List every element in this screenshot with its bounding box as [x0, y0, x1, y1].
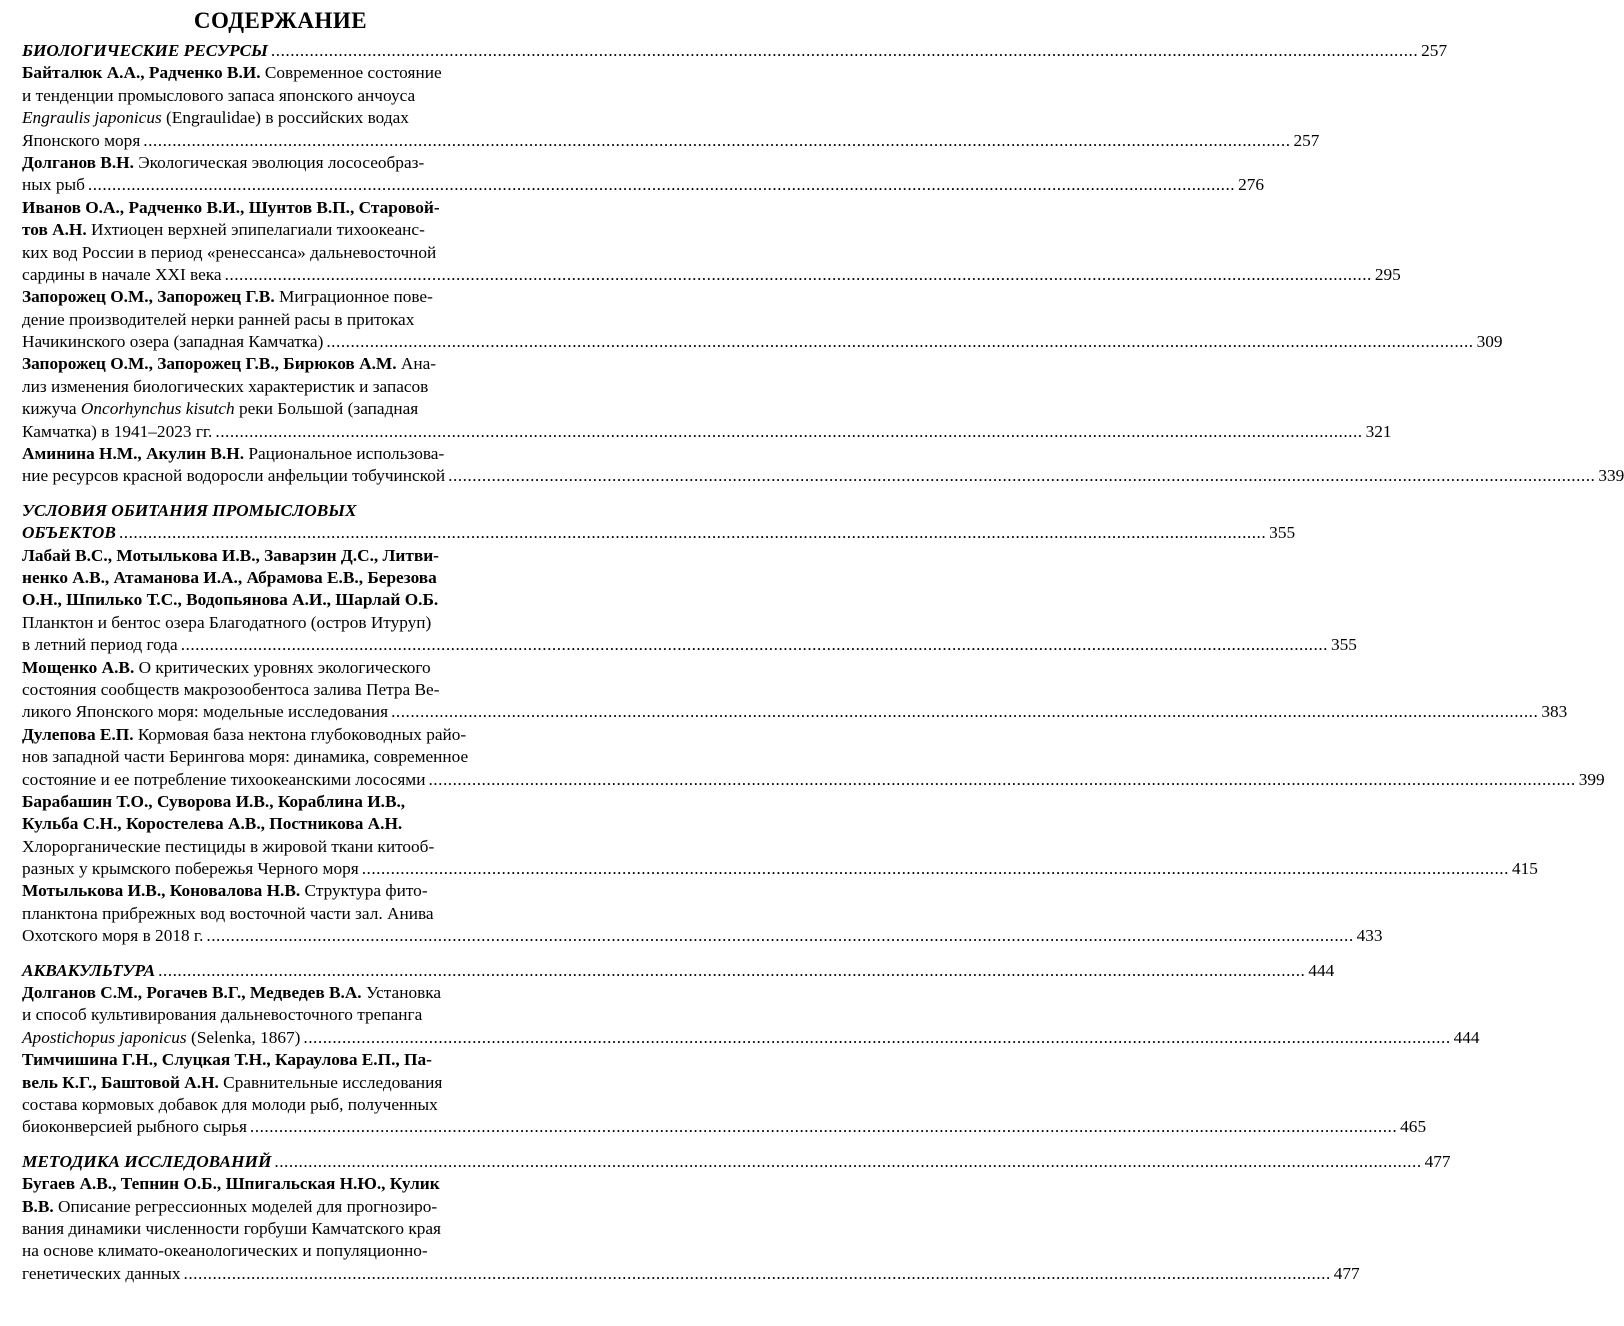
entry-title: разных у крымского побережья Черного моря — [22, 859, 359, 879]
section-heading[interactable] — [22, 1151, 1451, 1173]
page-number: 433 — [1356, 926, 1383, 946]
page-number: 339 — [1598, 466, 1624, 486]
entry-title: Хлорорганические пестициды в жировой ткани китооб- — [22, 836, 435, 856]
entry-authors: Запорожец О.М., Запорожец Г.В. — [22, 287, 275, 307]
entry-authors: ненко А.В., Атаманова И.А., Абрамова Е.В., Березова — [22, 567, 437, 587]
entry-authors: вель К.Г., Баштовой А.Н. — [22, 1072, 219, 1092]
section-title: БИОЛОГИЧЕСКИЕ РЕСУРСЫ — [22, 41, 268, 60]
entry-title: Установка — [361, 983, 442, 1003]
page-title: СОДЕРЖАНИЕ — [193, 8, 368, 33]
entry-title: нов западной части Берингова моря: динамика, современное — [22, 747, 469, 767]
entry-title: Современное состояние — [260, 63, 442, 83]
entry-authors: Мотылькова И.В., Коновалова Н.В. — [22, 881, 301, 901]
page-number: 415 — [1511, 859, 1538, 879]
dot-leader — [215, 421, 1362, 443]
entry-title: состояния сообществ макрозообентоса залива Петра Ве- — [22, 679, 440, 699]
dot-leader — [271, 40, 1418, 62]
entry-title: Японского моря — [22, 130, 141, 150]
section-habitat-conditions — [22, 500, 1605, 948]
section-biological-resources — [22, 40, 1624, 488]
entry-title: Планктон и бентос озера Благодатного (остров Итуруп) — [22, 612, 432, 632]
entry-authors: Лабай В.С., Мотылькова И.В., Заварзин Д.С., Литви- — [22, 545, 439, 565]
toc-entry[interactable] — [22, 1173, 1360, 1285]
entry-authors: Бугаев А.В., Тепнин О.Б., Шпигальская Н.Ю., Кулик — [22, 1174, 440, 1194]
dot-leader — [119, 522, 1266, 544]
page-number: 257 — [1293, 130, 1320, 150]
entry-title: Ихтиоцен верхней эпипелагиали тихоокеанс- — [86, 220, 425, 240]
entry-title: Камчатка) в 1941–2023 гг. — [22, 421, 213, 441]
entry-title: сардины в начале XXI века — [22, 264, 222, 284]
entry-title: О критических уровнях экологического — [134, 657, 431, 677]
entry-authors: Дулепова Е.П. — [22, 724, 134, 744]
entry-title: дение производителей нерки ранней расы в притоках — [22, 309, 415, 329]
entry-title: генетических данных — [22, 1263, 181, 1283]
entry-title: Ана- — [396, 354, 436, 374]
species-name: Apostichopus japonicus — [22, 1027, 187, 1047]
entry-authors: Барабашин Т.О., Суворова И.В., Кораблина И.В., — [22, 791, 406, 811]
entry-title: Экологическая эволюция лососеобраз- — [133, 152, 425, 172]
toc-entry[interactable] — [22, 1049, 1427, 1139]
dot-leader — [391, 701, 1538, 723]
toc-entry[interactable] — [22, 982, 1480, 1049]
entry-title: ликого Японского моря: модельные исследования — [22, 702, 389, 722]
entry-authors: Аминина Н.М., Акулин В.Н. — [22, 444, 245, 464]
section-heading[interactable] — [22, 960, 1335, 982]
page-number: 477 — [1424, 1151, 1451, 1171]
page-number: 465 — [1400, 1117, 1427, 1137]
page-number: 355 — [1330, 635, 1357, 655]
page-number: 257 — [1421, 41, 1448, 60]
section-heading[interactable] — [22, 500, 539, 522]
toc-entry[interactable] — [22, 724, 1605, 791]
page-number: 295 — [1374, 264, 1401, 284]
entry-authors: Мощенко А.В. — [22, 657, 135, 677]
page-number: 309 — [1476, 332, 1503, 352]
entry-authors: Долганов В.Н. — [22, 152, 134, 172]
dot-leader — [362, 858, 1509, 880]
entry-title: и тенденции промыслового запаса японского анчоуса — [22, 85, 416, 105]
entry-title: состояние и ее потребление тихоокеанскими лососями — [22, 769, 426, 789]
species-name: Oncorhynchus kisutch — [80, 399, 235, 419]
entry-title: Охотского моря в 2018 г. — [22, 926, 204, 946]
dot-leader — [326, 331, 1473, 353]
entry-title: Миграционное пове- — [274, 287, 433, 307]
page-number: 444 — [1308, 960, 1335, 980]
entry-title: Кормовая база нектона глубоководных райо- — [133, 724, 467, 744]
entry-title: Описание регрессионных моделей для прогнозиро- — [53, 1196, 438, 1216]
dot-leader — [428, 769, 1575, 791]
entry-authors: Тимчишина Г.Н., Слуцкая Т.Н., Караулова Е.П., Па- — [22, 1050, 432, 1070]
entry-authors: Запорожец О.М., Запорожец Г.В., Бирюков А.М. — [22, 354, 397, 374]
entry-authors: Байталюк А.А., Радченко В.И. — [22, 63, 261, 83]
section-title: ОБЪЕКТОВ — [22, 523, 116, 543]
entry-title: ких вод России в период «ренессанса» дальневосточной — [22, 242, 437, 262]
toc-entry[interactable] — [22, 286, 1503, 353]
entry-title: ных рыб — [22, 175, 85, 195]
dot-leader — [274, 1151, 1421, 1173]
entry-title: на основе климато-океанологических и популяционно- — [22, 1241, 428, 1261]
entry-title: кижуча — [22, 399, 81, 419]
toc-entry[interactable] — [22, 443, 1624, 488]
entry-title: и способ культивирования дальневосточного трепанга — [22, 1005, 423, 1025]
toc-entry[interactable] — [22, 197, 1401, 287]
page-number: 383 — [1541, 702, 1568, 722]
entry-title: биоконверсией рыбного сырья — [22, 1117, 247, 1137]
dot-leader — [88, 174, 1235, 196]
entry-title: вания динамики численности горбуши Камчатского края — [22, 1218, 442, 1238]
dot-leader — [303, 1027, 1450, 1049]
dot-leader — [225, 264, 1372, 286]
entry-authors: В.В. — [22, 1196, 54, 1216]
toc-entry[interactable] — [22, 880, 1383, 947]
entry-title: лиз изменения биологических характеристик и запасов — [22, 376, 429, 396]
section-heading[interactable] — [22, 40, 1448, 62]
page-number: 355 — [1269, 523, 1296, 543]
dot-leader — [181, 634, 1328, 656]
toc-entry[interactable] — [22, 545, 1357, 657]
entry-authors: Иванов О.А., Радченко В.И., Шунтов В.П., Старовой- — [22, 197, 440, 217]
toc-entry[interactable] — [22, 791, 1538, 881]
toc-entry[interactable] — [22, 353, 1392, 443]
entry-title: ние ресурсов красной водоросли анфельции тобучинской — [22, 466, 446, 486]
section-research-methods — [22, 1151, 1451, 1285]
page-number: 444 — [1453, 1027, 1480, 1047]
dot-leader — [448, 465, 1595, 487]
section-title: УСЛОВИЯ ОБИТАНИЯ ПРОМЫСЛОВЫХ — [22, 500, 357, 520]
dot-leader — [158, 960, 1305, 982]
entry-title: планктона прибрежных вод восточной части зал. Анива — [22, 903, 434, 923]
page-number: 477 — [1333, 1263, 1360, 1283]
toc-entry[interactable] — [22, 62, 1320, 152]
section-heading[interactable] — [22, 522, 1296, 544]
section-title: МЕТОДИКА ИССЛЕДОВАНИЙ — [22, 1151, 272, 1171]
entry-authors: О.Н., Шпилько Т.С., Водопьянова А.И., Шарлай О.Б. — [22, 590, 439, 610]
page-number: 399 — [1578, 769, 1605, 789]
entry-title: Сравнительные исследования — [218, 1072, 443, 1092]
section-aquaculture — [22, 960, 1480, 1139]
entry-title: Структура фито- — [300, 881, 428, 901]
entry-title: Начикинского озера (западная Камчатка) — [22, 332, 324, 352]
page-number: 321 — [1365, 421, 1392, 441]
entry-authors: Долганов С.М., Рогачев В.Г., Медведев В.А. — [22, 983, 362, 1003]
dot-leader — [184, 1263, 1331, 1285]
dot-leader — [143, 130, 1290, 152]
entry-title: (Selenka, 1867) — [186, 1027, 301, 1047]
species-name: Engraulis japonicus — [22, 108, 162, 128]
entry-title: Рациональное использова- — [244, 444, 445, 464]
page-number: 276 — [1238, 175, 1265, 195]
entry-title: в летний период года — [22, 635, 178, 655]
entry-authors: Кульба С.Н., Коростелева А.В., Постникова А.Н. — [22, 814, 403, 834]
dot-leader — [250, 1116, 1397, 1138]
entry-title: реки Большой (западная — [234, 399, 419, 419]
dot-leader — [206, 925, 1353, 947]
section-title: АКВАКУЛЬТУРА — [22, 960, 156, 980]
entry-title: (Engraulidae) в российских водах — [161, 108, 409, 128]
entry-authors: тов А.Н. — [22, 220, 87, 240]
toc-entry[interactable] — [22, 657, 1568, 724]
entry-title: состава кормовых добавок для молоди рыб, полученных — [22, 1094, 438, 1114]
toc-entry[interactable] — [22, 152, 1265, 197]
